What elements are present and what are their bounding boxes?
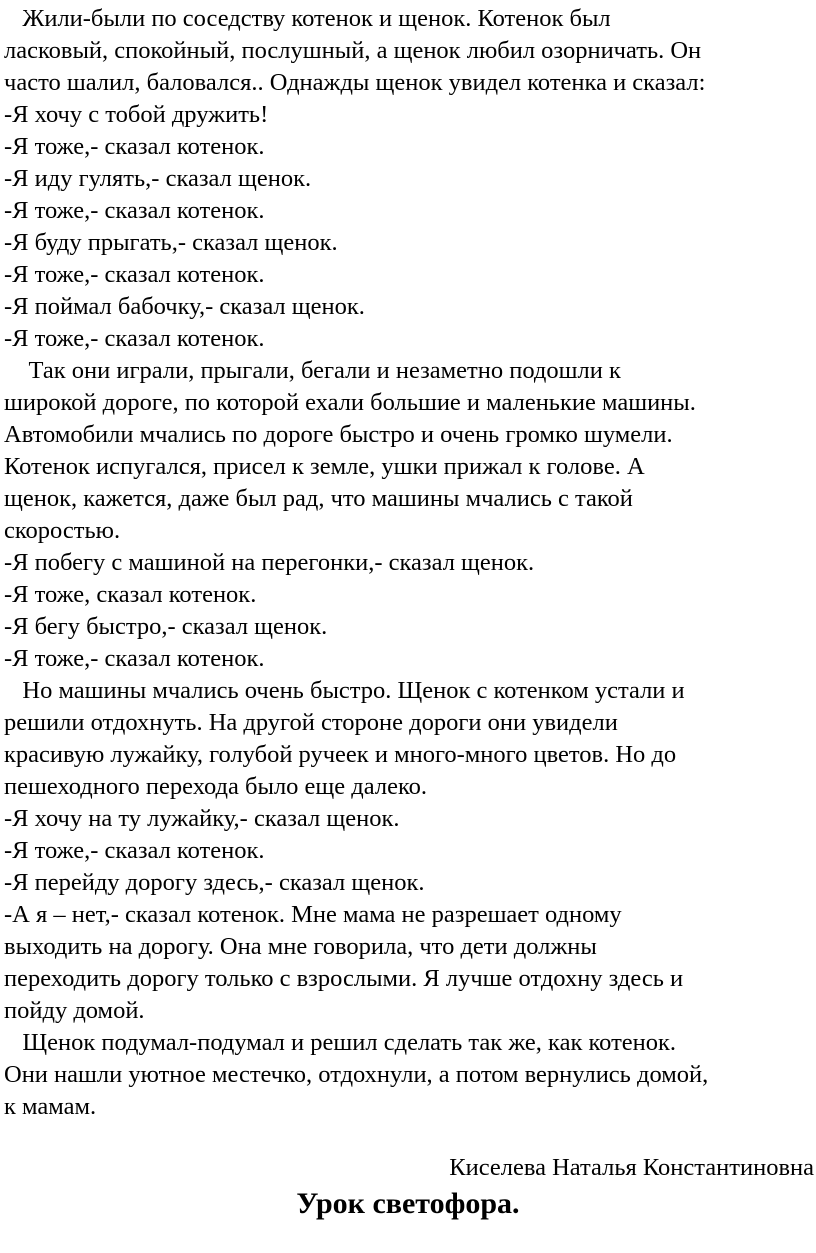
- story-line: -Я перейду дорогу здесь,- сказал щенок.: [4, 869, 425, 896]
- story-line: -Я тоже,- сказал котенок.: [4, 645, 265, 672]
- story-line: пойду домой.: [4, 997, 145, 1024]
- story-line: пешеходного перехода было еще далеко.: [4, 773, 427, 800]
- story-line: -Я тоже,- сказал котенок.: [4, 837, 265, 864]
- story-line: Щенок подумал-подумал и решил сделать так же, как котенок.: [4, 1029, 677, 1056]
- story-line: часто шалил, баловался.. Однажды щенок увидел котенка и сказал:: [4, 69, 706, 96]
- story-line: Котенок испугался, присел к земле, ушки прижал к голове. А: [4, 453, 645, 480]
- story-line: Автомобили мчались по дороге быстро и очень громко шумели.: [4, 421, 673, 448]
- story-line: -Я хочу на ту лужайку,- сказал щенок.: [4, 805, 400, 832]
- story-line: щенок, кажется, даже был рад, что машины мчались с такой: [4, 485, 633, 512]
- story-line: широкой дороге, по которой ехали большие и маленькие машины.: [4, 389, 696, 416]
- story-line: выходить на дорогу. Она мне говорила, что дети должны: [4, 933, 597, 960]
- story-line: Они нашли уютное местечко, отдохнули, а потом вернулись домой,: [4, 1061, 709, 1088]
- story-text: [4, 3, 812, 1123]
- story-line: -Я буду прыгать,- сказал щенок.: [4, 229, 338, 256]
- story-line: Так они играли, прыгали, бегали и незаметно подошли к: [4, 357, 621, 384]
- story-line: -Я побегу с машиной на перегонки,- сказал щенок.: [4, 549, 535, 576]
- story-line: -Я тоже,- сказал котенок.: [4, 133, 265, 160]
- story-line: -Я тоже,- сказал котенок.: [4, 325, 265, 352]
- story-line: красивую лужайку, голубой ручеек и много-много цветов. Но до: [4, 741, 677, 768]
- story-line: -Я тоже,- сказал котенок.: [4, 197, 265, 224]
- story-line: -Я иду гулять,- сказал щенок.: [4, 165, 312, 192]
- story-line: -Я тоже,- сказал котенок.: [4, 261, 265, 288]
- story-line: к мамам.: [4, 1093, 97, 1120]
- story-line: Жили-были по соседству котенок и щенок. Котенок был: [4, 5, 611, 32]
- story-line: Но машины мчались очень быстро. Щенок с котенком устали и: [4, 677, 685, 704]
- story-line: -Я бегу быстро,- сказал щенок.: [4, 613, 328, 640]
- story-line: -Я тоже, сказал котенок.: [4, 581, 257, 608]
- story-line: переходить дорогу только с взрослыми. Я лучше отдохну здесь и: [4, 965, 684, 992]
- story-line: -А я – нет,- сказал котенок. Мне мама не разрешает одному: [4, 901, 622, 928]
- story-line: решили отдохнуть. На другой стороне дороги они увидели: [4, 709, 618, 736]
- document-title: Урок светофора.: [296, 1187, 520, 1220]
- story-line: ласковый, спокойный, послушный, а щенок любил озорничать. Он: [4, 37, 702, 64]
- author-name: Киселева Наталья Константиновна: [449, 1154, 814, 1181]
- story-line: -Я хочу с тобой дружить!: [4, 101, 269, 128]
- story-line: -Я поймал бабочку,- сказал щенок.: [4, 293, 365, 320]
- story-line: скоростью.: [4, 517, 121, 544]
